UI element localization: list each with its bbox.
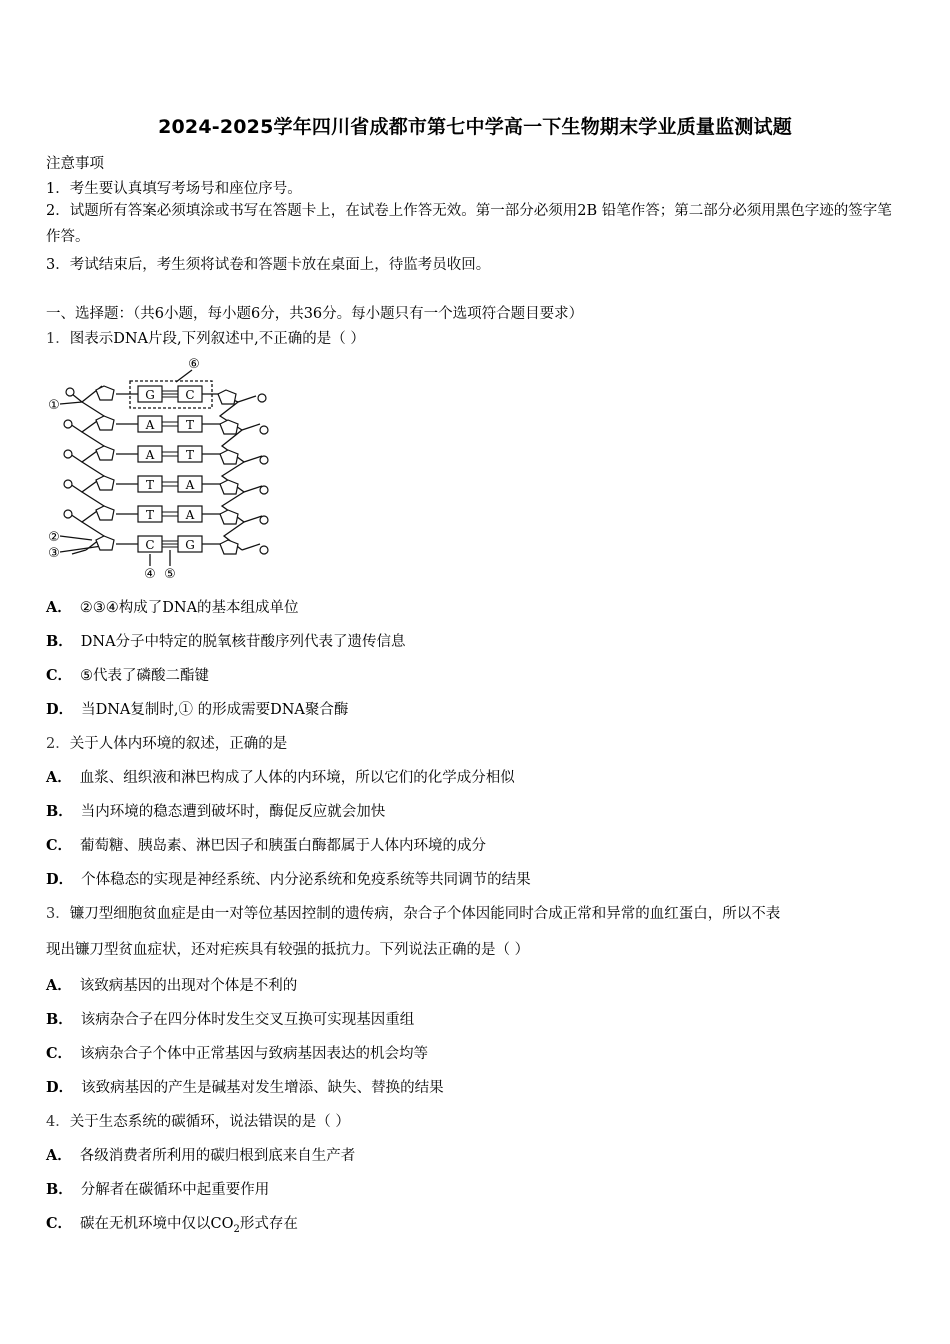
question-4-option-b: B． 分解者在碳循环中起重要作用 bbox=[46, 1181, 270, 1198]
figure-label-4: ④ bbox=[144, 567, 156, 582]
base-left-2: A bbox=[145, 418, 155, 432]
question-3-option-d: D． 该致病基因的产生是碱基对发生增添、缺失、替换的结果 bbox=[46, 1079, 444, 1096]
question-2-stem: 2．关于人体内环境的叙述，正确的是 bbox=[46, 736, 288, 752]
base-left-1: G bbox=[145, 388, 155, 402]
figure-label-6: ⑥ bbox=[188, 357, 200, 372]
page-title: 2024-2025学年四川省成都市第七中学高一下生物期末学业质量监测试题 bbox=[158, 116, 792, 138]
figure-label-3: ③ bbox=[48, 546, 60, 561]
question-1-option-b: B． DNA分子中特定的脱氧核苷酸序列代表了遗传信息 bbox=[46, 633, 406, 650]
notice-item-1: 1．考生要认真填写考场号和座位序号。 bbox=[46, 181, 302, 197]
base-right-5: A bbox=[185, 508, 195, 522]
question-2-option-a: A． 血浆、组织液和淋巴构成了人体的内环境，所以它们的化学成分相似 bbox=[46, 769, 515, 786]
question-1-option-c: C． ⑤代表了磷酸二酯键 bbox=[46, 667, 210, 684]
base-left-4: T bbox=[145, 478, 155, 492]
base-right-3: T bbox=[185, 448, 195, 462]
question-1-option-d: D． 当DNA复制时,① 的形成需要DNA聚合酶 bbox=[46, 701, 349, 718]
question-2-option-b: B． 当内环境的稳态遭到破坏时，酶促反应就会加快 bbox=[46, 803, 386, 820]
question-2-option-d: D． 个体稳态的实现是神经系统、内分泌系统和免疫系统等共同调节的结果 bbox=[46, 871, 531, 888]
base-right-4: A bbox=[185, 478, 195, 492]
section-heading: 一、选择题：（共6小题，每小题6分，共36分。每小题只有一个选项符合题目要求） bbox=[46, 306, 584, 322]
notice-item-2: 2．试题所有答案必须填涂或书写在答题卡上，在试卷上作答无效。第一部分必须用2B 铅笔作答；第二部分必须用黑色字迹的签字笔作答。 bbox=[46, 203, 892, 245]
base-right-2: T bbox=[185, 418, 195, 432]
dna-fragment-figure bbox=[42, 354, 274, 584]
figure-label-1: ① bbox=[48, 398, 60, 413]
base-left-6: C bbox=[145, 538, 155, 552]
figure-label-2: ② bbox=[48, 530, 60, 545]
question-4-option-a: A． 各级消费者所利用的碳归根到底来自生产者 bbox=[46, 1147, 356, 1164]
co2-formula: $CO_2$ bbox=[210, 1216, 240, 1235]
question-3-stem-line-2: 现出镰刀型贫血症状，还对疟疾具有较强的抵抗力。下列说法正确的是（ ） bbox=[46, 942, 530, 958]
question-3-stem-line-1: 3．镰刀型细胞贫血症是由一对等位基因控制的遗传病，杂合子个体因能同时合成正常和异常的血红蛋白，所以不表 bbox=[46, 906, 781, 922]
question-1-option-a: A． ②③④构成了DNA的基本组成单位 bbox=[46, 599, 299, 616]
notice-item-3: 3．考试结束后，考生须将试卷和答题卡放在桌面上，待监考员收回。 bbox=[46, 257, 491, 273]
question-3-option-c: C． 该病杂合子个体中正常基因与致病基因表达的机会均等 bbox=[46, 1045, 429, 1062]
base-left-5: T bbox=[145, 508, 155, 522]
base-left-3: A bbox=[145, 448, 155, 462]
question-4-stem: 4．关于生态系统的碳循环，说法错误的是（ ） bbox=[46, 1114, 350, 1130]
question-number: 1． bbox=[46, 331, 70, 347]
base-right-1: C bbox=[185, 388, 195, 402]
question-2-option-c: C． 葡萄糖、胰岛素、淋巴因子和胰蛋白酶都属于人体内环境的成分 bbox=[46, 837, 487, 854]
base-right-6: G bbox=[185, 538, 195, 552]
question-3-option-b: B． 该病杂合子在四分体时发生交叉互换可实现基因重组 bbox=[46, 1011, 415, 1028]
notice-heading: 注意事项 bbox=[46, 156, 104, 172]
figure-label-5: ⑤ bbox=[164, 567, 176, 582]
question-4-option-c: C． 碳在无机环境中仅以$CO_2$形式存在 bbox=[46, 1215, 298, 1235]
question-1-stem: 1．图表示DNA片段,下列叙述中,不正确的是（ ） bbox=[46, 331, 365, 347]
question-3-option-a: A． 该致病基因的出现对个体是不利的 bbox=[46, 977, 298, 994]
